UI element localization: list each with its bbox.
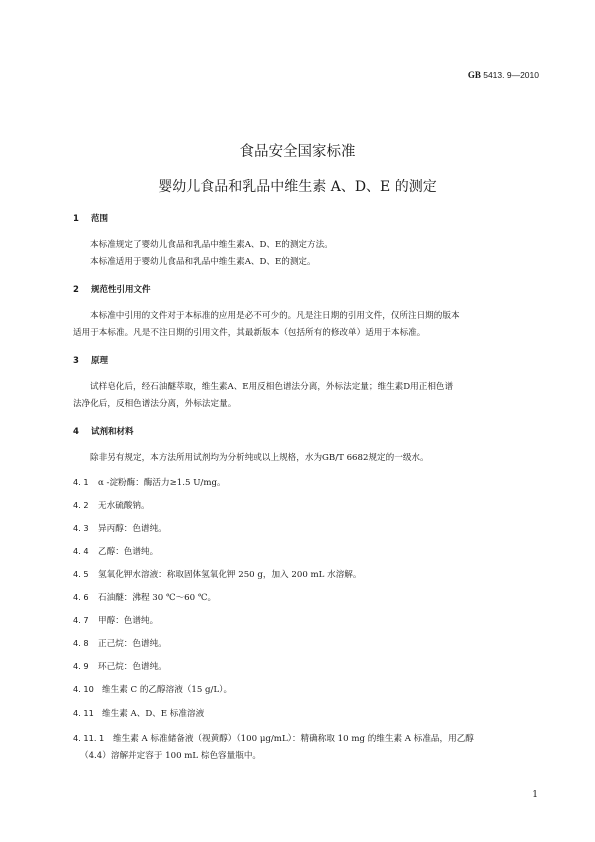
paragraph-continuation: 法净化后，反相色谱法分离，外标法定量。 [73,399,237,409]
item-number: 4. 9 [73,661,89,671]
item-number: 4. 3 [73,523,89,533]
paragraph: 本标准中引用的文件对于本标准的应用是必不可少的。凡是注日期的引用文件，仅所注日期的版本 [90,311,460,321]
list-item [73,476,226,488]
paragraph: 本标准适用于婴幼儿食品和乳品中维生素A、D、E的测定。 [90,257,316,267]
list-item [73,683,232,695]
section-title: 规范性引用文件 [91,285,151,295]
list-item [73,707,204,719]
item-number: 4. 5 [73,569,89,579]
list-item [73,591,216,603]
section-title: 试剂和材料 [91,427,134,437]
list-item [73,499,150,511]
item-text: 无水硫酸钠。 [98,501,150,511]
document-title-line2: 婴幼儿食品和乳品中维生素 A、D、E 的测定 [158,179,437,195]
document-title-line1: 食品安全国家标准 [239,144,356,160]
item-text: 维生素 A 标准储备液（视黄醇）（100 μg/mL）：精确称取 10 mg 的维生素 A 标准品，用乙醇 [113,734,474,744]
list-item [73,637,167,649]
item-text: 石油醚：沸程 30 ℃～60 ℃。 [98,593,217,603]
item-text: 氢氧化钾水溶液：称取固体氢氧化钾 250 g，加入 200 mL 水溶解。 [98,570,362,580]
paragraph: 试样皂化后，经石油醚萃取，维生素A、E用反相色谱法分离，外标法定量；维生素D用正相色谱 [90,382,454,392]
list-item [73,545,158,557]
list-item-continuation: （4.4）溶解并定容于 100 mL 棕色容量瓶中。 [80,751,262,761]
item-text: 异丙醇：色谱纯。 [98,524,167,534]
item-number: 4. 7 [73,615,89,625]
list-item [73,614,158,626]
item-text: α -淀粉酶：酶活力≥1.5 U/mg。 [98,478,226,488]
item-number: 4. 4 [73,546,89,556]
item-text: 正己烷：色谱纯。 [98,639,167,649]
paragraph: 本标准规定了婴幼儿食品和乳品中维生素A、D、E的测定方法。 [90,240,333,250]
section-title: 原理 [91,356,109,366]
item-number: 4. 1 [73,477,89,487]
item-text: 维生素 C 的乙醇溶液（15 g/L）。 [102,685,233,695]
standard-code: 5413. 9—2010 [483,70,539,80]
item-number: 4. 6 [73,592,89,602]
section-heading-normative-references [73,283,151,295]
item-text: 乙醇：色谱纯。 [98,547,159,557]
item-text: 环己烷：色谱纯。 [98,662,167,672]
standard-number [468,70,539,80]
section-number: 4 [73,427,79,437]
item-text: 甲醇：色谱纯。 [98,616,159,626]
section-heading-principle [73,354,108,366]
standard-prefix: GB [467,70,481,80]
page-number: 1 [532,790,538,800]
list-item [73,522,167,534]
list-item [73,660,167,672]
section-heading-scope [73,212,108,224]
item-number: 4. 10 [73,684,94,694]
paragraph-continuation: 适用于本标准。凡是不注日期的引用文件，其最新版本（包括所有的修改单）适用于本标准。 [73,328,426,338]
section-number: 1 [73,214,79,224]
section-heading-reagents [73,425,134,437]
item-number: 4. 11 [73,708,94,718]
item-text: 维生素 A、D、E 标准溶液 [102,709,205,719]
section-number: 3 [73,356,79,366]
section-title: 范围 [91,214,109,224]
item-number: 4. 2 [73,500,89,510]
item-number: 4. 8 [73,638,89,648]
paragraph: 除非另有规定，本方法所用试剂均为分析纯或以上规格，水为GB/T 6682规定的一级水。 [90,453,429,463]
section-number: 2 [73,285,79,295]
list-item-subitem [73,732,474,744]
list-item [73,568,361,580]
item-number: 4. 11. 1 [73,733,105,743]
